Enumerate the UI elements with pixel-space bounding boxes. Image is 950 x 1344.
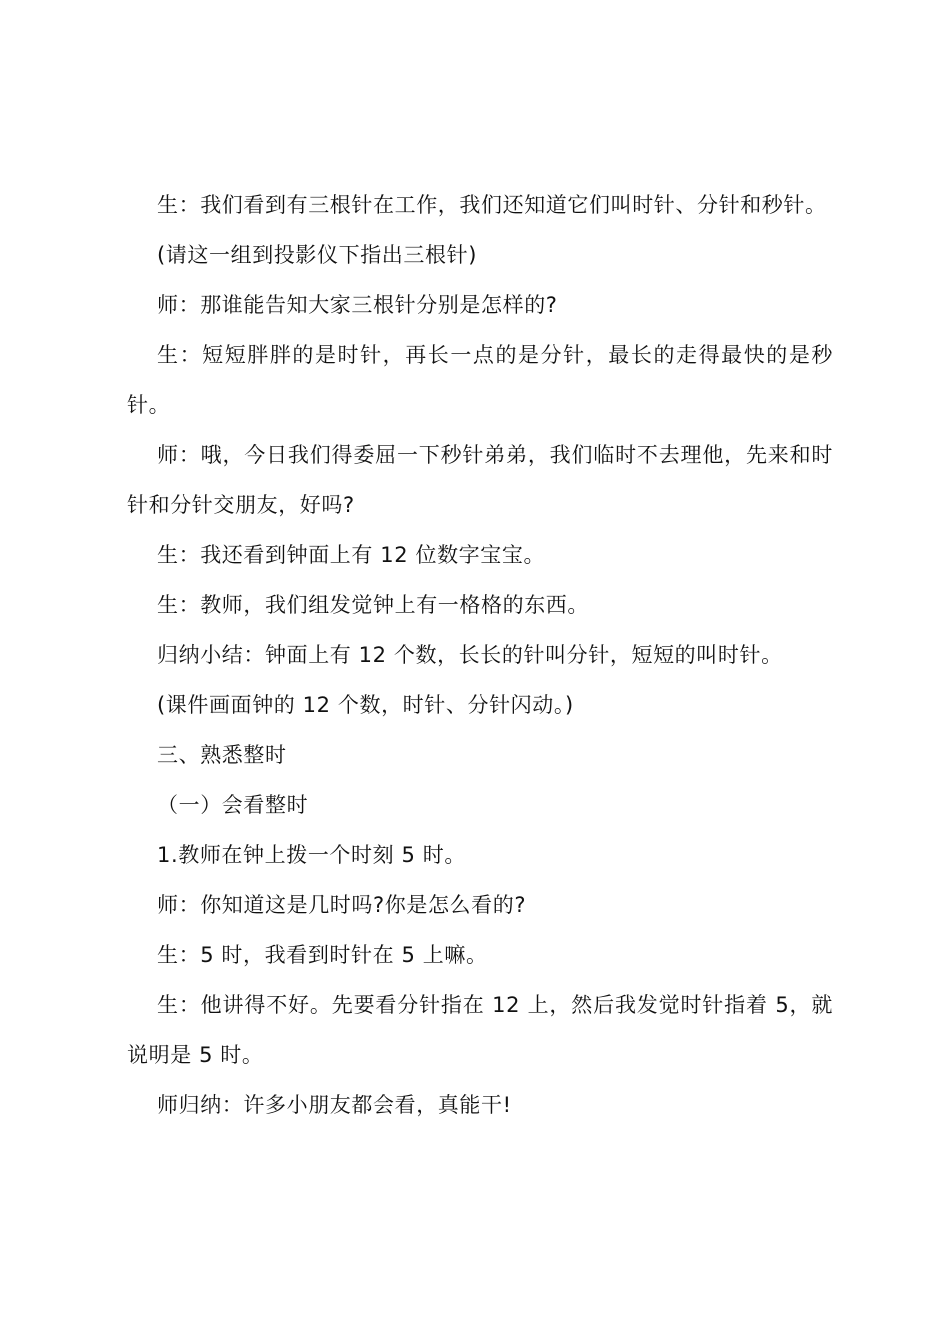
paragraph-summary: 归纳小结：钟面上有 12 个数，长长的针叫分针，短短的叫时针。 [157,643,783,667]
paragraph-student-twelve-numbers: 生：我还看到钟面上有 12 位数字宝宝。 [157,543,546,567]
paragraph-step-one: 1.教师在钟上拨一个时刻 5 时。 [157,843,466,867]
paragraph-student-five-oclock: 生：5 时，我看到时针在 5 上嘛。 [157,943,488,967]
paragraph-student-correction: 生：他讲得不好。先要看分针指在 12 上，然后我发觉时针指着 5，就说明是 5 时。 [127,993,833,1067]
subsection-heading-one: （一）会看整时 [157,793,309,817]
paragraph-courseware-note: (课件画面钟的 12 个数，时针、分针闪动。) [157,693,574,717]
section-heading-three: 三、熟悉整时 [157,743,287,767]
document-body [127,180,833,1130]
paragraph-teacher-what-time: 师：你知道这是几时吗?你是怎么看的? [157,893,527,917]
paragraph-student-three-hands: 生：我们看到有三根针在工作，我们还知道它们叫时针、分针和秒针。 [157,193,827,217]
paragraph-teacher-question: 师：那谁能告知大家三根针分别是怎样的? [157,293,558,317]
paragraph-teacher-second-hand: 师：哦，今日我们得委屈一下秒针弟弟，我们临时不去理他，先来和时针和分针交朋友，好吗? [127,443,833,517]
paragraph-teacher-summary: 师归纳：许多小朋友都会看，真能干! [157,1093,512,1117]
paragraph-student-grid-marks: 生：教师，我们组发觉钟上有一格格的东西。 [157,593,589,617]
paragraph-student-hand-lengths: 生：短短胖胖的是时针，再长一点的是分针，最长的走得最快的是秒针。 [127,343,833,417]
paragraph-projector-note: (请这一组到投影仪下指出三根针) [157,243,477,267]
